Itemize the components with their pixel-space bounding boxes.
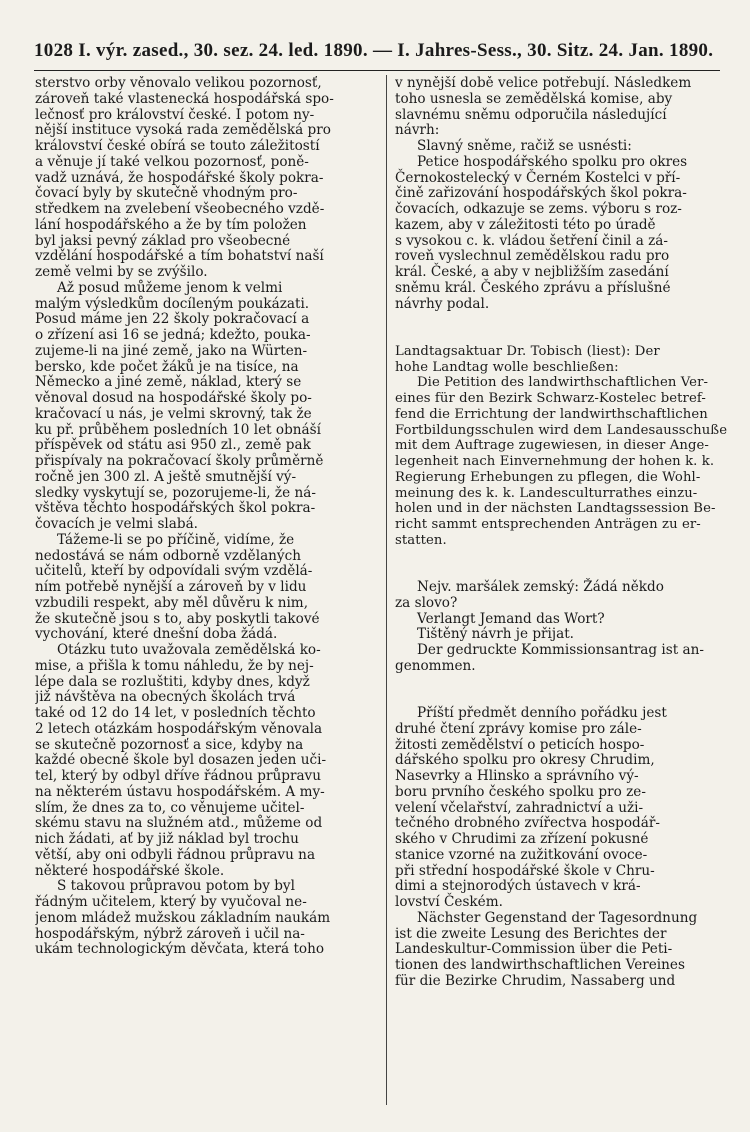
text-line: návrh:	[395, 122, 440, 139]
text-line: návrhy podal.	[395, 295, 490, 312]
text-line: Tištěný návrh je přijat.	[417, 626, 574, 643]
text-line: s vysokou c. k. vládou šetření činil a zá-	[395, 232, 669, 249]
text-line: ku př. průběhem posledních 10 let obnáší	[35, 421, 321, 438]
text-line: skému stavu na služném atd., můžeme od	[35, 815, 323, 832]
text-line: slavnému sněmu odporučila následující	[395, 106, 667, 123]
text-line: lépe dala se rozluštiti, kdyby dnes, když	[35, 673, 310, 690]
text-line: zujeme-li na jiné země, jako na Würten-	[35, 342, 308, 359]
text-line: eines für den Bezirk Schwarz-Kostelec betref-	[395, 391, 706, 406]
text-line: nější instituce vysoká rada zemědělská pro	[35, 122, 331, 139]
text-line: již návštěva na obecných školách trvá	[35, 689, 296, 706]
text-line: malým výsledkům docíleným poukázati.	[35, 295, 310, 312]
text-line: ročně jen 300 zl. A ještě smutnější vý-	[35, 468, 297, 485]
text-line: dářského spolku pro okresy Chrudim,	[395, 752, 655, 769]
text-line: vzdělání hospodářské a tím bohatství naší	[35, 248, 324, 265]
text-line: Příští předmět denního pořádku jest	[417, 705, 667, 721]
text-line: Černokostelecký v Černém Kostelci v pří-	[395, 169, 681, 186]
text-line: Der gedruckte Kommissionsantrag ist an-	[417, 642, 704, 658]
text-line: tel, který by odbyl dříve řádnou průpravu	[35, 768, 321, 784]
text-line: hospodářským, nýbrž zároveň i učil na-	[35, 925, 305, 942]
text-line: Až posud můžeme jenom k velmi	[57, 279, 283, 296]
text-line: mise, a přišla k tomu náhledu, že by nej-	[35, 657, 314, 674]
left-column	[35, 76, 382, 958]
header-rule	[34, 70, 720, 71]
text-line: lečnosť pro království české. I potom ny-	[35, 106, 315, 123]
text-line: druhé čtení zprávy komise pro zále-	[395, 720, 642, 737]
text-line: roveň vyslechnul zemědělskou radu pro	[395, 248, 670, 265]
text-line: v nynější době velice potřebují. Následkem	[395, 76, 692, 91]
text-line: Nächster Gegenstand der Tagesordnung	[417, 909, 698, 926]
text-line: ist die zweite Lesung des Berichtes der	[395, 925, 667, 942]
text-line: vadž uznává, že hospodářské školy pokra-	[35, 169, 324, 186]
text-line: Slavný sněme, račiž se usnésti:	[417, 138, 632, 154]
text-line: Regierung Erhebungen zu pflegen, die Wohl-	[395, 469, 701, 485]
speaker-line: Landtagsaktuar Dr. Tobisch (liest): Der	[395, 343, 660, 359]
text-line: že skutečně jsou s to, aby poskytli takové	[35, 610, 320, 627]
text-line: čovacích, odkazuje se zems. výboru s roz-	[395, 201, 682, 217]
text-line: větší, aby oni odbyli řádnou průpravu na	[35, 846, 316, 863]
text-line: richt sammt entsprechenden Anträgen zu er-	[395, 517, 701, 532]
text-line: také od 12 do 14 let, v posledních těchto	[35, 705, 316, 721]
text-line: für die Bezirke Chrudim, Nassaberg und	[395, 972, 676, 989]
text-line: ním potřebě nynější a zároveň by v lidu	[35, 579, 307, 595]
text-line: království české obírá se touto záležitostí	[35, 138, 320, 154]
text-line: genommen.	[395, 657, 476, 674]
text-line: tečného drobného zvířectva hospodář-	[395, 815, 660, 832]
text-line: věnoval dosud na hospodářské školy po-	[35, 390, 312, 406]
right-column	[395, 76, 727, 990]
text-line: Die Petition des landwirthschaftlichen Ver-	[417, 375, 709, 391]
text-line: mit dem Auftrage zugewiesen, in dieser Ange-	[395, 438, 709, 454]
text-line: vzbudili respekt, aby měl důvěru k nim,	[35, 594, 309, 611]
page-header: 1028 I. výr. zased., 30. sez. 24. led. 1890. — I. Jahres-Sess., 30. Sitz. 24. Jan. 1890.	[34, 40, 714, 61]
text-line: Fortbildungsschulen wird dem Landesausschuße	[395, 422, 727, 438]
text-line: velení včelařství, zahradnictví a uži-	[395, 799, 644, 816]
text-line: vštěva těchto hospodářských škol pokra-	[35, 500, 316, 517]
text-line: nedostává se nám odborně vzdělaných	[35, 547, 301, 564]
text-line: legenheit nach Einvernehmung der hohen k. k.	[395, 454, 715, 469]
text-line: při střední hospodářské škole v Chru-	[395, 862, 655, 879]
text-line: 2 letech otázkám hospodářským věnovala	[35, 720, 323, 737]
text-line: středkem na zvelebení všeobecného vzdě-	[35, 201, 325, 217]
text-line: dimi a stejnorodých ústavech v krá-	[395, 878, 641, 895]
text-line: Nasevrky a Hlinsko a správního vý-	[395, 768, 639, 784]
text-line: každé obecné škole byl dosazen jeden uči-	[35, 752, 327, 769]
text-line: lovství Českém.	[395, 894, 503, 910]
text-line: řádným učitelem, který by vyučoval ne-	[35, 894, 307, 910]
paragraph-german-proposal	[395, 360, 727, 549]
text-line: země velmi by se zvýšilo.	[35, 264, 208, 280]
text-line: Posud máme jen 22 školy pokračovací a	[35, 311, 310, 328]
paragraph-next-item	[395, 706, 727, 990]
text-line: příspěvek od státu asi 950 zl., země pak	[35, 437, 311, 454]
text-line: a věnuje jí také velkou pozornosť, poně-	[35, 153, 309, 170]
text-line: o zřízení asi 16 se jedná; kdežto, pouka-	[35, 327, 311, 343]
text-line: fend die Errichtung der landwirthschaftlichen	[395, 406, 708, 422]
paragraph-commission-proposal	[395, 76, 727, 312]
text-line: se skutečně pozornosť a sice, kdyby na	[35, 736, 304, 753]
text-line: Otázku tuto uvažovala zemědělská ko-	[57, 642, 321, 658]
text-line: za slovo?	[395, 594, 458, 611]
text-line: ukám technologickým děvčata, která toho	[35, 941, 325, 958]
text-line: král. České, a aby v nejbližším zasedání	[395, 264, 669, 280]
text-line: přispívaly na pokračovací školy průměrně	[35, 453, 324, 469]
text-line: toho usnesla se zemědělská komise, aby	[395, 90, 673, 107]
text-line: nich žádati, ať by již náklad byl trochu	[35, 831, 299, 847]
text-line: kazem, aby v záležitosti této po úradě	[395, 216, 656, 233]
text-line: statten.	[395, 532, 447, 548]
text-line: čině zařizování hospodářských škol pokra-	[395, 185, 687, 202]
text-line: byl jaksi pevný základ pro všeobecné	[35, 232, 291, 249]
text-line: lání hospodářského a že by tím položen	[35, 216, 307, 233]
text-line: boru prvního českého spolku pro ze-	[395, 783, 646, 800]
text-line: vychování, které dnešní doba žádá.	[35, 626, 278, 643]
text-line: sněmu král. Českého zprávu a příslušné	[395, 279, 671, 296]
text-line: kračovací u nás, je velmi skrovný, tak že	[35, 405, 312, 422]
text-line: některé hospodářské škole.	[35, 862, 225, 879]
paragraph-marshal-vote	[395, 580, 727, 675]
text-line: slím, že dnes za to, co věnujeme učitel-	[35, 799, 305, 816]
text-line: jenom mládež mužskou základním naukám	[35, 909, 331, 926]
text-line: Landeskultur-Commission über die Peti-	[395, 941, 673, 958]
text-line: Německo a jiné země, náklad, který se	[35, 374, 302, 391]
text-line: tionen des landwirthschaftlichen Vereines	[395, 957, 685, 973]
text-line: Verlangt Jemand das Wort?	[417, 610, 605, 627]
text-line: zároveň také vlastenecká hospodářská spo-	[35, 90, 334, 107]
text-line: stanice vzorné na zužitkování ovoce-	[395, 846, 648, 863]
text-line: holen und in der nächsten Landtagssession Be-	[395, 501, 716, 517]
text-line: Nejv. maršálek zemský: Žádá někdo	[417, 579, 664, 595]
text-line: sledky vyskytují se, pozorujeme-li, že ná-	[35, 484, 316, 501]
text-line: učitelů, kteří by odpovídali svým vzdělá-	[35, 563, 313, 580]
text-line: ského v Chrudimi za zřízení pokusné	[395, 831, 649, 847]
text-line: sterstvo orby věnovalo velikou pozornosť,	[35, 76, 322, 91]
text-line: Tážeme-li se po příčině, vidíme, že	[57, 531, 295, 548]
text-line: Petice hospodářského spolku pro okres	[417, 153, 688, 170]
text-line: žitosti zemědělství o peticích hospo-	[395, 736, 645, 753]
text-line: meinung des k. k. Landesculturrathes einzu-	[395, 485, 698, 501]
text-line: S takovou průpravou potom by byl	[57, 878, 295, 895]
column-divider	[386, 75, 387, 1105]
text-line: hohe Landtag wolle beschließen:	[395, 359, 619, 375]
text-line: bersko, kde počet žáků je na tisíce, na	[35, 358, 299, 375]
text-line: čovací byly by skutečně vhodným pro-	[35, 185, 298, 202]
text-line: na některém ústavu hospodářském. A my-	[35, 783, 325, 800]
text-line: čovacích je velmi slabá.	[35, 516, 198, 532]
